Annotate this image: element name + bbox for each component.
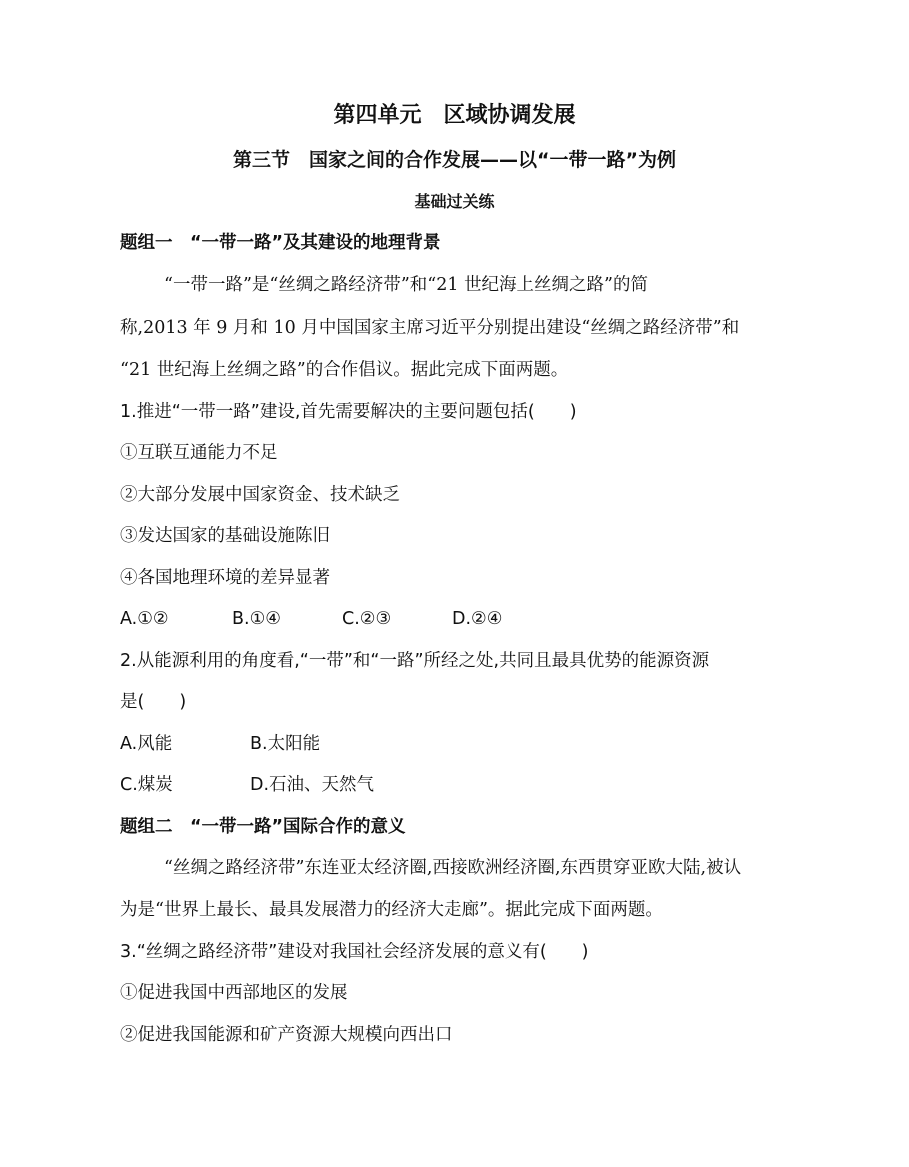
- q1-item-1: ①互联互通能力不足: [120, 443, 278, 463]
- q1-item-4: ④各国地理环境的差异显著: [120, 568, 330, 588]
- q3-item-1: ①促进我国中西部地区的发展: [120, 983, 348, 1003]
- q2-stem-line2: 是( ): [120, 692, 187, 712]
- q2-option-a: A.风能: [120, 734, 173, 754]
- sub-title: 基础过关练: [414, 192, 495, 211]
- unit-title: 第四单元 区域协调发展: [333, 103, 576, 128]
- q1-option-a: A.①②: [120, 609, 169, 629]
- q1-option-b: B.①④: [232, 609, 281, 629]
- q1-item-3: ③发达国家的基础设施陈旧: [120, 526, 330, 546]
- q2-option-b: B.太阳能: [250, 734, 321, 754]
- q1-item-2: ②大部分发展中国家资金、技术缺乏: [120, 485, 400, 505]
- section-title: 第三节 国家之间的合作发展——以“一带一路”为例: [233, 149, 676, 171]
- q1-option-d: D.②④: [452, 609, 503, 629]
- q2-stem-line1: 2.从能源利用的角度看,“一带”和“一路”所经之处,共同且最具优势的能源资源: [120, 651, 710, 671]
- q3-item-2: ②促进我国能源和矿产资源大规模向西出口: [120, 1025, 453, 1045]
- q1-option-c: C.②③: [342, 609, 392, 629]
- q1-stem: 1.推进“一带一路”建设,首先需要解决的主要问题包括( ): [120, 402, 577, 422]
- q3-stem: 3.“丝绸之路经济带”建设对我国社会经济发展的意义有( ): [120, 942, 589, 962]
- q2-option-d: D.石油、天然气: [250, 775, 375, 795]
- group1-passage-line1: “一带一路”是“丝绸之路经济带”和“21 世纪海上丝绸之路”的简: [164, 275, 649, 295]
- group1-passage-line2: 称,2013 年 9 月和 10 月中国国家主席习近平分别提出建设“丝绸之路经济带”和: [120, 318, 740, 338]
- group2-passage-line1: “丝绸之路经济带”东连亚太经济圈,西接欧洲经济圈,东西贯穿亚欧大陆,被认: [164, 858, 742, 878]
- group1-heading: 题组一 “一带一路”及其建设的地理背景: [120, 233, 441, 253]
- group2-passage-line2: 为是“世界上最长、最具发展潜力的经济大走廊”。据此完成下面两题。: [120, 900, 663, 920]
- q2-option-c: C.煤炭: [120, 775, 173, 795]
- group2-heading: 题组二 “一带一路”国际合作的意义: [120, 817, 406, 837]
- group1-passage-line3: “21 世纪海上丝绸之路”的合作倡议。据此完成下面两题。: [120, 360, 569, 380]
